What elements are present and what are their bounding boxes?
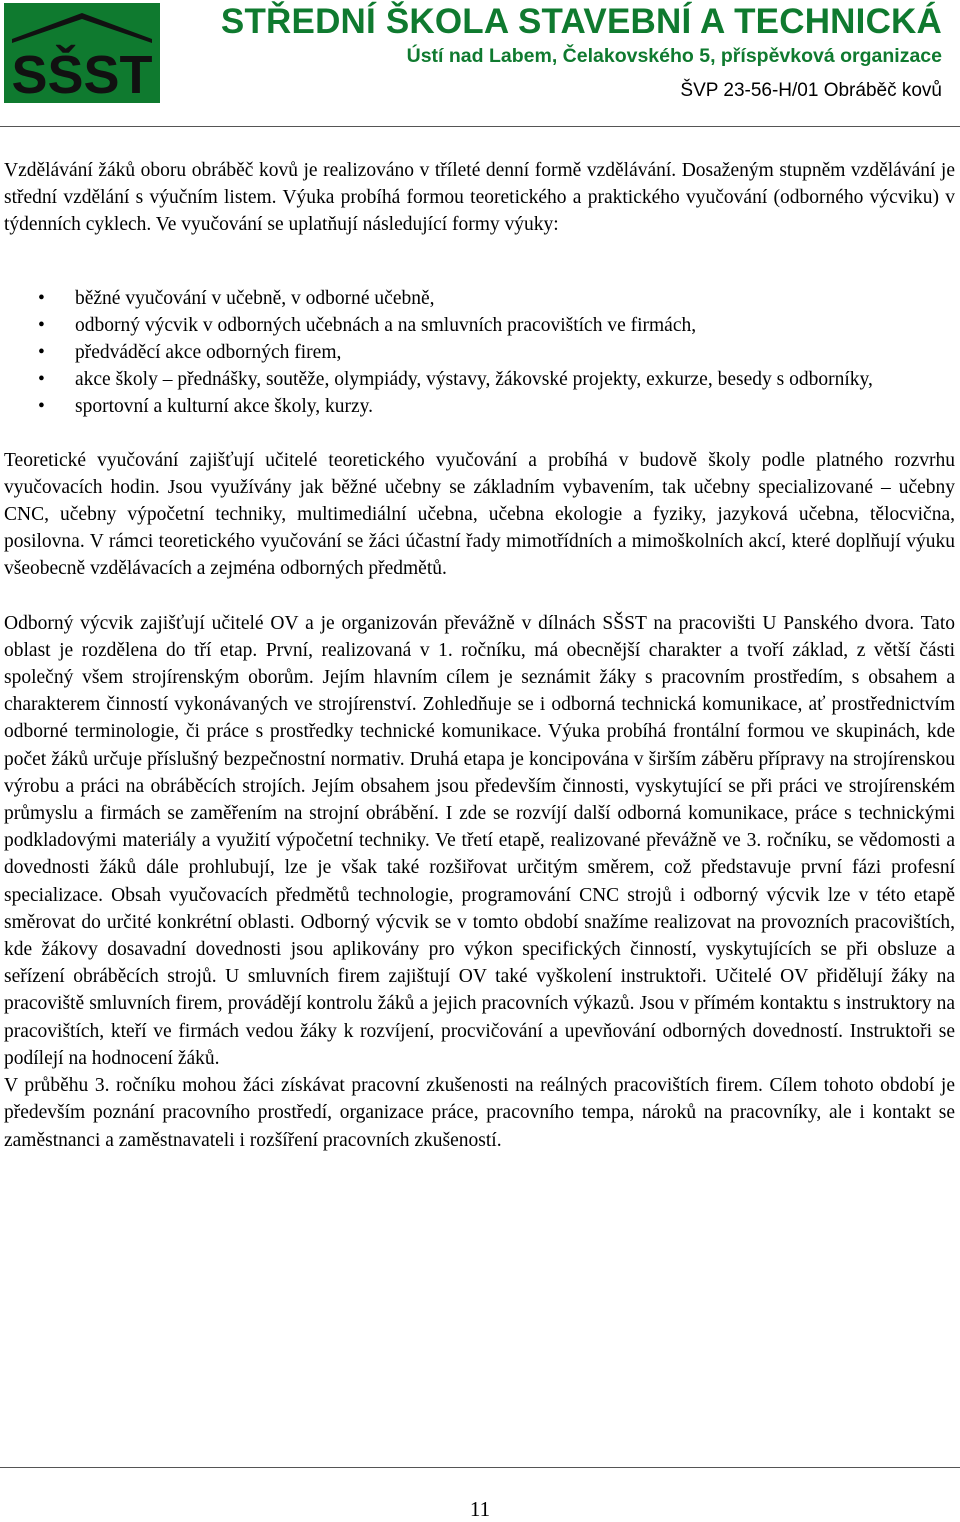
- theory-paragraph: Teoretické vyučování zajišťují učitelé teoretického vyučování a probíhá v budově školy podle platného rozvrhu vyučovacích hodin. Jsou využívány jak běžné učebny se základním vybavením, tak učebny specializované – učebny CNC, učebny výpočetní techniky, multimediální učebna, učebna ekologie a fyziky, jazyková učebna, tělocvična, posilovna. V rámci teoretického vyučování se žáci účastní řady mimotřídních a mimoškolních akcí, které doplňují výuku všeobecně vzdělávacích a zejména odborných předmětů.: [4, 449, 955, 580]
- document-body: [4, 157, 955, 1154]
- page-header: [0, 0, 960, 126]
- header-divider: [0, 126, 960, 127]
- third-year-paragraph: V průběhu 3. ročníku mohou žáci získávat pracovní zkušenosti na reálných pracovištích firem. Cílem tohoto období je především poznání pracovního prostředí, organizace práce, pracovního tempa, nároků na pracovníky, ale i kontakt se zaměstnanci a zaměstnavateli i rozšíření pracovních zkušeností.: [4, 1075, 955, 1151]
- footer-divider: [0, 1467, 960, 1468]
- list-item: • běžné vyučování v učebně, v odborné učebně,: [4, 285, 955, 312]
- teaching-forms-list: [4, 285, 955, 421]
- school-address: Ústí nad Labem, Čelakovského 5, příspěvková organizace: [406, 45, 942, 67]
- practice-paragraph: Odborný výcvik zajišťují učitelé OV a je organizován převážně v dílnách SŠST na pracovišti U Panského dvora. Tato oblast je rozdělena do tří etap. První, realizovaná v 1. ročníku, má obecnější charakter a tvoří základ, z větší části společný všem strojírenským oborům. Jejím hlavním cílem je seznámit žáky s pracovním prostředím, s obsahem a charakterem činností vykonávaných ve strojírenství. Zohledňuje se i odborná technická komunikace, ať prostřednictvím odborné terminologie, či práce s prostředky technické komunikace. Výuka probíhá frontální formou ve skupinách, kde počet žáků určuje příslušný bezpečnostní normativ. Druhá etapa je koncipována v širším záběru přípravy na strojírenskou výrobu a práci na obráběcích strojích. Jejím obsahem jsou především činnosti, vyskytující se při práci ve strojírenském průmyslu a firmách se zaměřením na strojní obrábění. I zde se rozvíjí další odborná komunikace, práce s technickými podkladovými materiály a využití výpočetní techniky. Ve třetí etapě, realizované převážně ve 3. ročníku, se vědomosti a dovednosti žáků dále prohlubují, lze je však také rozšiřovat určitým směrem, což představuje první fázi profesní specializace. Obsah vyučovacích předmětů technologie, programování CNC strojů i odborný výcvik lze v této etapě směrovat do určité konkrétní oblasti. Odborný výcvik se v tomto období snažíme realizovat na provozních pracovištích, kde žákovy dosavadní dovednosti jsou aplikovány pro výkon specifických činností, vyskytujících se při obsluze a seřízení obráběcích strojů. U smluvních firem zajištují OV také vyškolení instruktoři. Učitelé OV přidělují žáky na pracoviště smluvních firem, provádějí kontrolu žáků a jejich pracovních výkazů. Jsou v přímém kontaktu s instruktory na pracovištích, kteří ve firmách vedou žáky k rozvíjení, procvičování a upevňování odborných dovedností. Instruktoři se podílejí na hodnocení žáků.: [4, 612, 955, 1069]
- bullet-icon: •: [38, 396, 45, 418]
- bullet-icon: •: [38, 314, 45, 336]
- school-name: STŘEDNÍ ŠKOLA STAVEBNÍ A TECHNICKÁ: [220, 2, 942, 41]
- program-code: ŠVP 23-56-H/01 Obráběč kovů: [680, 80, 942, 101]
- list-item: • předváděcí akce odborných firem,: [4, 339, 955, 366]
- list-item: • odborný výcvik v odborných učebnách a na smluvních pracovištích ve firmách,: [4, 312, 955, 339]
- logo-lettering: SŠST: [11, 45, 153, 103]
- list-item: • akce školy – přednášky, soutěže, olympiády, výstavy, žákovské projekty, exkurze, besedy s odborníky,: [4, 366, 955, 393]
- school-logo: [4, 3, 160, 103]
- bullet-icon: •: [38, 369, 45, 391]
- bullet-icon: •: [38, 287, 45, 309]
- bullet-icon: •: [38, 342, 45, 364]
- page-number: 11: [469, 1497, 491, 1521]
- list-item: • sportovní a kulturní akce školy, kurzy.: [4, 393, 955, 420]
- intro-paragraph: Vzdělávání žáků oboru obráběč kovů je realizováno v tříleté denní formě vzdělávání. Dosaženým stupněm vzdělávání je střední vzdělání s výučním listem. Výuka probíhá formou teoretického a praktického vyučování (odborného výcviku) v týdenních cyklech. Ve vyučování se uplatňují následující formy výuky:: [4, 160, 955, 236]
